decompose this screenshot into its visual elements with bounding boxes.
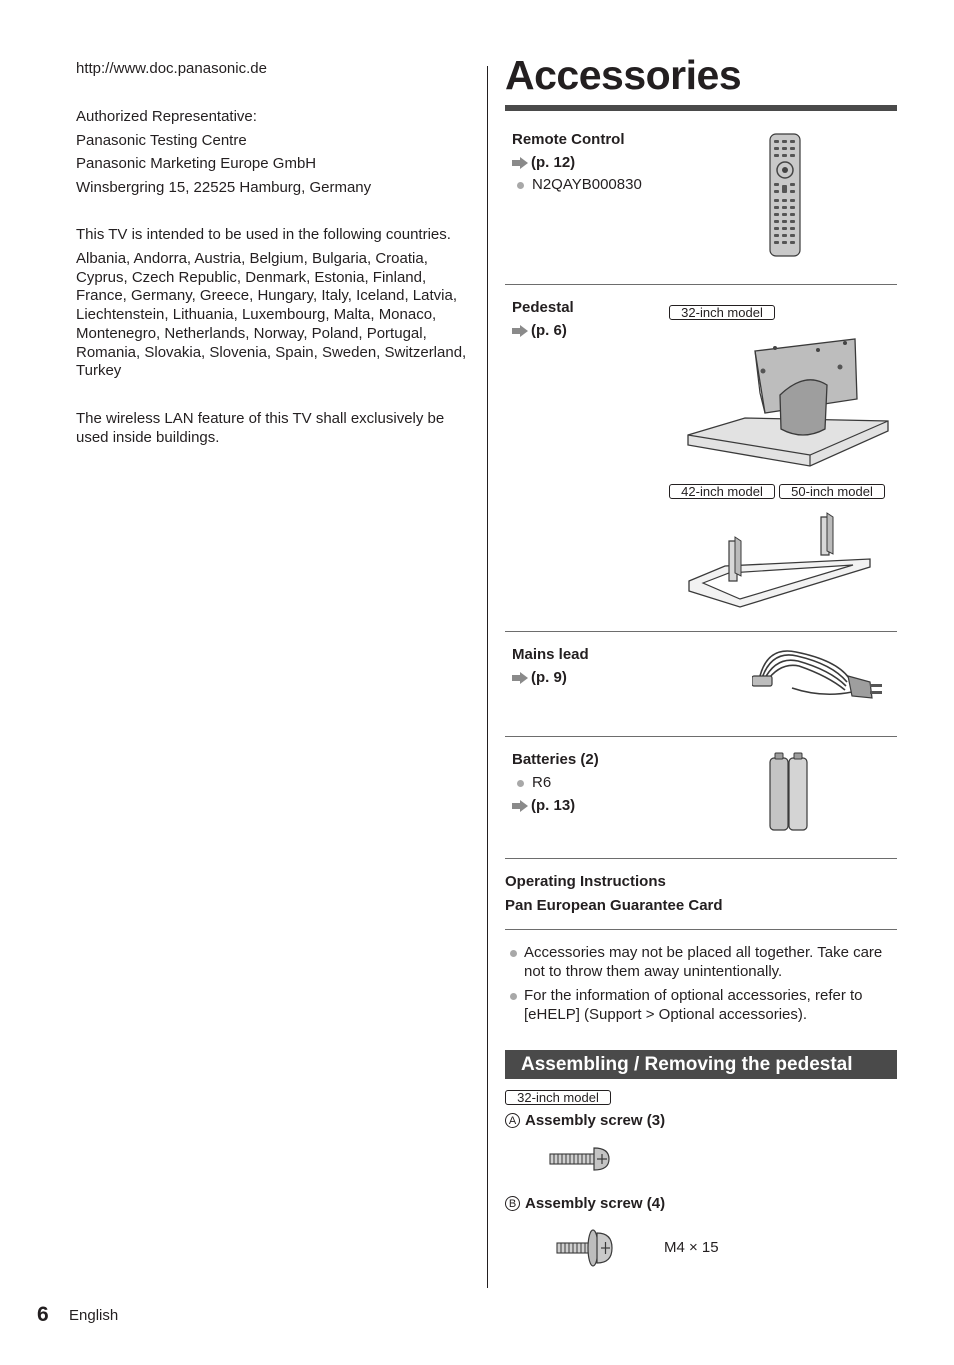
countries-list: Albania, Andorra, Austria, Belgium, Bulgaria, Croatia, Cyprus, Czech Republic, Denmark, Estonia, Finland, France, Germany, Greece, Hungary, Italy, Iceland, Latvia, Liechtenstein, Lithuania, Luxembourg, Malta, Monaco, Montenegro, Netherlands, Norway, Poland, Portugal, Romania, Slovakia, Slovenia, Spain, Sweden, Switzerland, Turkey	[76, 250, 467, 380]
pedestal-42-50-inch-icon	[685, 511, 875, 611]
page-ref-arrow-icon	[512, 800, 528, 812]
remote-control-page: (p. 12)	[531, 154, 576, 171]
assembly-screw-a-icon	[549, 1146, 611, 1172]
page-ref-arrow-icon	[512, 325, 528, 337]
tag-42-inch-model: 42-inch model	[669, 484, 775, 499]
circled-letter-a: A	[505, 1113, 520, 1128]
remote-control-entry	[512, 131, 642, 193]
bullet-dot-icon	[510, 993, 517, 1000]
section-divider	[505, 631, 897, 632]
note-item	[505, 987, 897, 1024]
remote-control-model	[512, 176, 642, 193]
page-title: Accessories	[505, 52, 742, 98]
assembly-screw-b-icon	[556, 1228, 616, 1268]
assembly-screw-a-label: Assembly screw (3)	[525, 1112, 666, 1129]
remote-control-title: Remote Control	[512, 131, 625, 148]
tag-50-inch-model: 50-inch model	[779, 484, 885, 499]
pedestal-ref	[512, 322, 574, 339]
tag-32-inch-model: 32-inch model	[505, 1090, 611, 1105]
page-ref-arrow-icon	[512, 157, 528, 169]
bullet-dot-icon	[517, 182, 524, 189]
bullet-dot-icon	[510, 950, 517, 957]
circled-letter-b: B	[505, 1196, 520, 1211]
mains-lead-title: Mains lead	[512, 646, 589, 663]
page-ref-arrow-icon	[512, 672, 528, 684]
batteries-type	[512, 774, 599, 791]
guarantee-card-label: Pan European Guarantee Card	[505, 897, 723, 914]
mains-lead-page: (p. 9)	[531, 669, 567, 686]
pedestal-entry	[512, 299, 574, 339]
section-divider	[505, 858, 897, 859]
authorized-rep-line: Authorized Representative:	[76, 108, 257, 125]
mains-lead-ref	[512, 669, 589, 686]
operating-instructions-label: Operating Instructions	[505, 873, 666, 890]
authorized-rep-line: Panasonic Testing Centre	[76, 131, 247, 149]
pedestal-32-inch-icon	[685, 333, 890, 470]
assembly-screw-a	[505, 1112, 665, 1129]
remote-control-model-number: N2QAYB000830	[532, 176, 642, 193]
batteries-page: (p. 13)	[531, 797, 576, 814]
note-text: Accessories may not be placed all together. Take care not to throw them away unintentionally.	[524, 944, 883, 980]
mains-lead-entry	[512, 646, 589, 686]
wireless-lan-note: The wireless LAN feature of this TV shall exclusively be used inside buildings.	[76, 410, 445, 446]
section-divider	[505, 929, 897, 930]
section-divider	[505, 736, 897, 737]
tag-32-inch-model: 32-inch model	[669, 305, 775, 320]
screw-b-size: M4 × 15	[664, 1239, 719, 1256]
remote-control-icon	[768, 133, 802, 257]
pedestal-title: Pedestal	[512, 299, 574, 316]
authorized-rep-line: Panasonic Marketing Europe GmbH	[76, 155, 317, 173]
assembly-screw-b	[505, 1195, 665, 1212]
pedestal-page: (p. 6)	[531, 322, 567, 339]
authorized-representative-block	[76, 108, 371, 198]
authorized-rep-line: Winsbergring 15, 22525 Hamburg, Germany	[76, 179, 372, 197]
column-divider	[487, 66, 488, 1288]
batteries-entry	[512, 751, 599, 814]
manual-url: http://www.doc.panasonic.de	[76, 60, 267, 77]
page-number: 6	[37, 1303, 49, 1326]
batteries-icon	[768, 752, 810, 832]
note-item	[505, 944, 897, 981]
bullet-dot-icon	[517, 780, 524, 787]
title-rule	[505, 105, 897, 111]
countries-intro: This TV is intended to be used in the following countries.	[76, 226, 451, 243]
mains-lead-icon	[752, 648, 886, 710]
batteries-type-label: R6	[532, 774, 552, 791]
remote-control-ref	[512, 154, 642, 171]
batteries-ref	[512, 797, 599, 814]
footer-language: English	[69, 1307, 119, 1324]
assembly-screw-b-label: Assembly screw (4)	[525, 1195, 666, 1212]
assembly-section-heading: Assembling / Removing the pedestal	[505, 1050, 897, 1079]
batteries-title: Batteries (2)	[512, 751, 599, 768]
section-divider	[505, 284, 897, 285]
note-text: For the information of optional accessories, refer to [eHELP] (Support > Optional accessories).	[524, 987, 863, 1023]
